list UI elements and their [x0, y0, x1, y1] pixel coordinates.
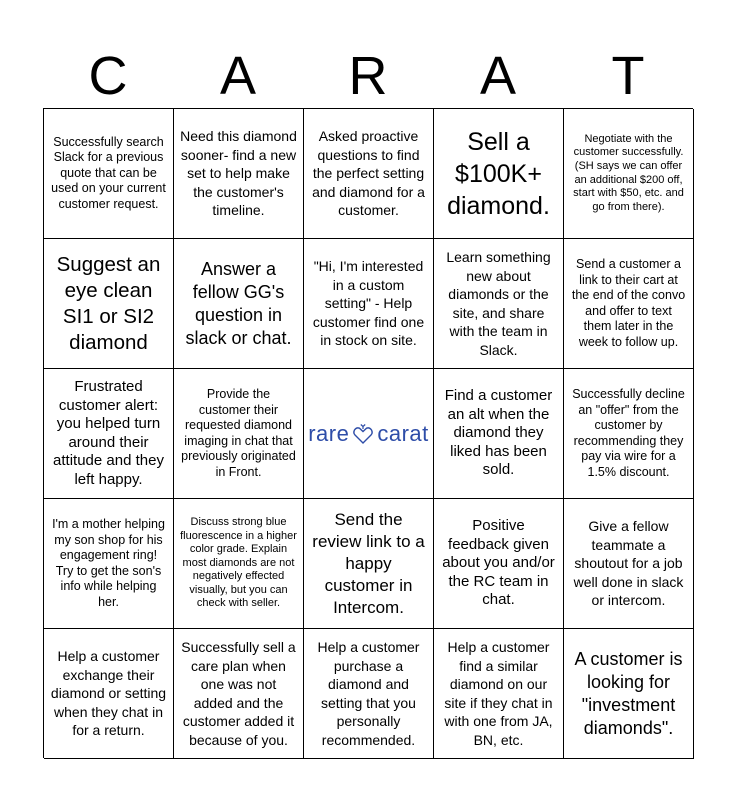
bingo-cell[interactable] [44, 239, 174, 369]
cell-text: Frustrated customer alert: you helped turn around their attitude and they left happy. [53, 378, 164, 488]
cell-text: Provide the customer their requested diamond imaging in chat that previously originated in Front. [181, 387, 296, 479]
cell-text: Sell a $100K+ diamond. [447, 127, 550, 220]
cell-text: Successfully decline an "offer" from the customer by recommending they pay via wire for a 1.5% discount. [572, 387, 685, 479]
bingo-cell[interactable] [434, 629, 564, 759]
bingo-cell[interactable] [434, 499, 564, 629]
free-space-cell[interactable] [304, 369, 434, 499]
header-letter-t: T [611, 46, 645, 106]
cell-text: Help a customer exchange their diamond or setting when they chat in for a return. [50, 648, 167, 739]
logo-text-carat: carat [377, 420, 429, 446]
logo-text-rare: rare [308, 420, 350, 446]
cell-text: Suggest an eye clean SI1 or SI2 diamond [56, 252, 161, 354]
header-letter-c: C [88, 46, 128, 106]
bingo-cell[interactable] [564, 369, 694, 499]
bingo-cell[interactable] [44, 499, 174, 629]
diamond-heart-icon [352, 423, 374, 445]
bingo-cell[interactable] [174, 629, 304, 759]
cell-text: Successfully sell a care plan when one was not added and the customer added it because of you. [181, 639, 296, 748]
bingo-cell[interactable] [564, 109, 694, 239]
bingo-cell[interactable] [44, 629, 174, 759]
header-letter-a: A [219, 46, 257, 106]
bingo-cell[interactable] [304, 629, 434, 759]
bingo-cell[interactable] [44, 369, 174, 499]
cell-text: Answer a fellow GG's question in slack or chat. [185, 258, 292, 348]
cell-text: I'm a mother helping my son shop for his engagement ring! Try to get the son's info while helping her. [52, 517, 165, 609]
bingo-cell[interactable] [304, 239, 434, 369]
bingo-cell[interactable] [44, 109, 174, 239]
cell-text: Give a fellow teammate a shoutout for a job well done in slack or intercom. [573, 518, 684, 609]
cell-text: Need this diamond sooner- find a new set to help make the customer's timeline. [180, 128, 297, 219]
bingo-cell[interactable] [304, 109, 434, 239]
cell-text: Find a customer an alt when the diamond they liked has been sold. [444, 387, 553, 479]
header-letter-r: R [348, 46, 388, 106]
cell-text: Send the review link to a happy customer in Intercom. [312, 509, 425, 617]
cell-text: "Hi, I'm interested in a custom setting" - Help customer find one in stock on site. [312, 258, 425, 349]
bingo-cell[interactable] [434, 369, 564, 499]
cell-text: Negotiate with the customer successfully. (SH says we can offer an additional $200 off, start with $50, etc. and go from there). [573, 132, 684, 213]
cell-text: Help a customer purchase a diamond and setting that you personally recommended. [317, 639, 420, 748]
bingo-grid [43, 108, 693, 758]
cell-text: Help a customer find a similar diamond on our site if they chat in with one from JA, BN, etc. [444, 639, 553, 748]
cell-text: Discuss strong blue fluorescence in a higher color grade. Explain most diamonds are not negatively effected visually, but you can check with seller. [180, 515, 297, 610]
cell-text: Successfully search Slack for a previous quote that can be used on your current customer request. [51, 134, 166, 211]
cell-text: A customer is looking for "investment diamonds". [574, 648, 683, 738]
bingo-cell[interactable] [434, 109, 564, 239]
bingo-cell[interactable] [174, 369, 304, 499]
bingo-cell[interactable] [174, 499, 304, 629]
cell-text: Asked proactive questions to find the perfect setting and diamond for a customer. [312, 128, 425, 219]
cell-text: Positive feedback given about you and/or the RC team in chat. [442, 517, 555, 609]
rare-carat-logo [308, 421, 429, 447]
bingo-cell[interactable] [434, 239, 564, 369]
cell-text: Learn something new about diamonds or the site, and share with the team in Slack. [446, 249, 551, 358]
bingo-cell[interactable] [564, 629, 694, 759]
bingo-cell[interactable] [174, 239, 304, 369]
bingo-cell[interactable] [564, 499, 694, 629]
cell-text: Send a customer a link to their cart at the end of the convo and offer to text them later in the week to follow up. [571, 257, 686, 349]
header-letter-a2: A [479, 46, 517, 106]
bingo-cell[interactable] [174, 109, 304, 239]
bingo-cell[interactable] [304, 499, 434, 629]
bingo-header [43, 44, 693, 108]
bingo-cell[interactable] [564, 239, 694, 369]
